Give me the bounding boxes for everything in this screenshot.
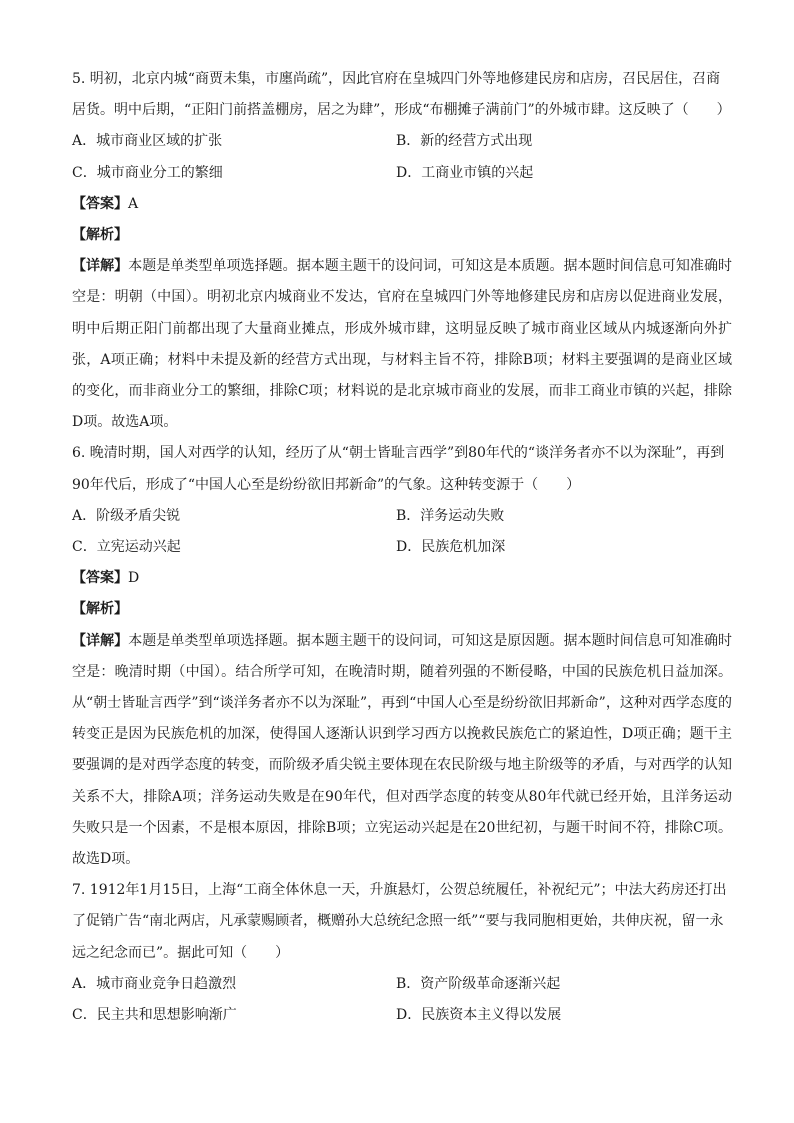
- answer-value: D: [128, 570, 140, 587]
- question-7-stem: 7. 1912年1月15日，上海“工商全体休息一天，升旗悬灯，公贺总统履任，补祝纪元”；中法大药房还打出了促销广告“南北两店，凡承蒙赐顾者，概赠孙大总统纪念照一纸”“要与我同胞相更始，共伸庆祝，留一永远之纪念而已”。据此可知（ ）: [72, 882, 727, 961]
- detail-label: 【详解】: [72, 258, 129, 275]
- analysis-label: 【解析】: [72, 226, 128, 243]
- question-5-detail: [72, 251, 732, 438]
- question-6-option-c: C．立宪运动兴起: [72, 539, 181, 555]
- question-6-options-row-1: [72, 501, 732, 532]
- question-5-option-a: A．城市商业区域的扩张: [72, 133, 223, 150]
- document-page: [72, 64, 732, 1031]
- question-5-stem: 5. 明初，北京内城“商贾未集，市廛尚疏”，因此官府在皇城四门外等地修建民房和店房，召民居住，召商居货。明中后期，“正阳门前搭盖棚房，居之为肆”，形成“布棚摊子满前门”的外城市肆。这反映了（ ）: [72, 71, 731, 119]
- question-6-option-d: D．民族危机加深: [396, 539, 506, 555]
- question-5-option-b: B．新的经营方式出现: [396, 133, 533, 150]
- question-5-options-row-2: [72, 158, 732, 189]
- question-6-stem: 6. 晚清时期，国人对西学的认知，经历了从“朝士皆耻言西学”到80年代的“谈洋务者亦不以为深耻”，再到90年代后，形成了“中国人心至是纷纷欲旧邦新命”的气象。这种转变源于（ ）: [72, 445, 725, 493]
- question-5-options-row-1: [72, 126, 732, 157]
- detail-text: 本题是单类型单项选择题。据本题主题干的设问词，可知这是原因题。据本题时间信息可知准确时空是：晚清时期（中国）。结合所学可知，在晚清时期，随着列强的不断侵略，中国的民族危机日益加深。从“朝士皆耻言西学”到“谈洋务者亦不以为深耻”，再到“中国人心至是纷纷欲旧邦新命”，这种对西学态度的转变正是因为民族危机的加深，使得国人逐渐认识到学习西方以挽救民族危亡的紧迫性，D项正确；题干主要强调的是对西学态度的转变，而阶级矛盾尖锐主要体现在农民阶级与地主阶级等的矛盾，与对西学的认知关系不大，排除A项；洋务运动失败是在90年代，但对西学态度的转变从80年代就已经开始，且洋务运动失败只是一个因素，不是根本原因，排除B项；立宪运动兴起是在20世纪初，与题干时间不符，排除C项。故选D项。: [72, 632, 733, 868]
- question-6-detail: [72, 626, 732, 876]
- question-5-analysis-label: [72, 220, 732, 251]
- question-5-option-c: C．城市商业分工的繁细: [72, 164, 223, 181]
- question-7-option-c: C．民主共和思想影响渐广: [72, 1007, 237, 1024]
- analysis-label: 【解析】: [72, 601, 128, 618]
- question-6-option-b: B．洋务运动失败: [396, 507, 505, 524]
- answer-value: A: [128, 195, 139, 212]
- question-5-answer: [72, 189, 732, 220]
- question-7-options-row-1: [72, 969, 732, 1000]
- question-6-options-row-2: [72, 532, 732, 563]
- question-7-option-d: D．民族资本主义得以发展: [396, 1007, 562, 1024]
- question-7-option-b: B．资产阶级革命逐渐兴起: [396, 975, 561, 992]
- question-6-option-a: A．阶级矛盾尖锐: [72, 507, 181, 524]
- question-6-analysis-label: [72, 594, 732, 625]
- answer-label: 【答案】: [72, 570, 128, 587]
- answer-label: 【答案】: [72, 195, 128, 212]
- detail-text: 本题是单类型单项选择题。据本题主题干的设问词，可知这是本质题。据本题时间信息可知准确时空是：明朝（中国）。明初北京内城商业不发达，官府在皇城四门外等地修建民房和店房以促进商业发展，明中后期正阳门前都出现了大量商业摊点，形成外城市肆，这明显反映了城市商业区域从内城逐渐向外扩张，A项正确；材料中未提及新的经营方式出现，与材料主旨不符，排除B项；材料主要强调的是商业区域的变化，而非商业分工的繁细，排除C项；材料说的是北京城市商业的发展，而非工商业市镇的兴起，排除D项。故选A项。: [72, 258, 733, 431]
- question-6-answer: [72, 563, 732, 594]
- detail-label: 【详解】: [72, 632, 129, 649]
- question-7-option-a: A．城市商业竞争日趋激烈: [72, 975, 237, 992]
- question-5-option-d: D．工商业市镇的兴起: [396, 164, 534, 181]
- question-7-options-row-2: [72, 1000, 732, 1031]
